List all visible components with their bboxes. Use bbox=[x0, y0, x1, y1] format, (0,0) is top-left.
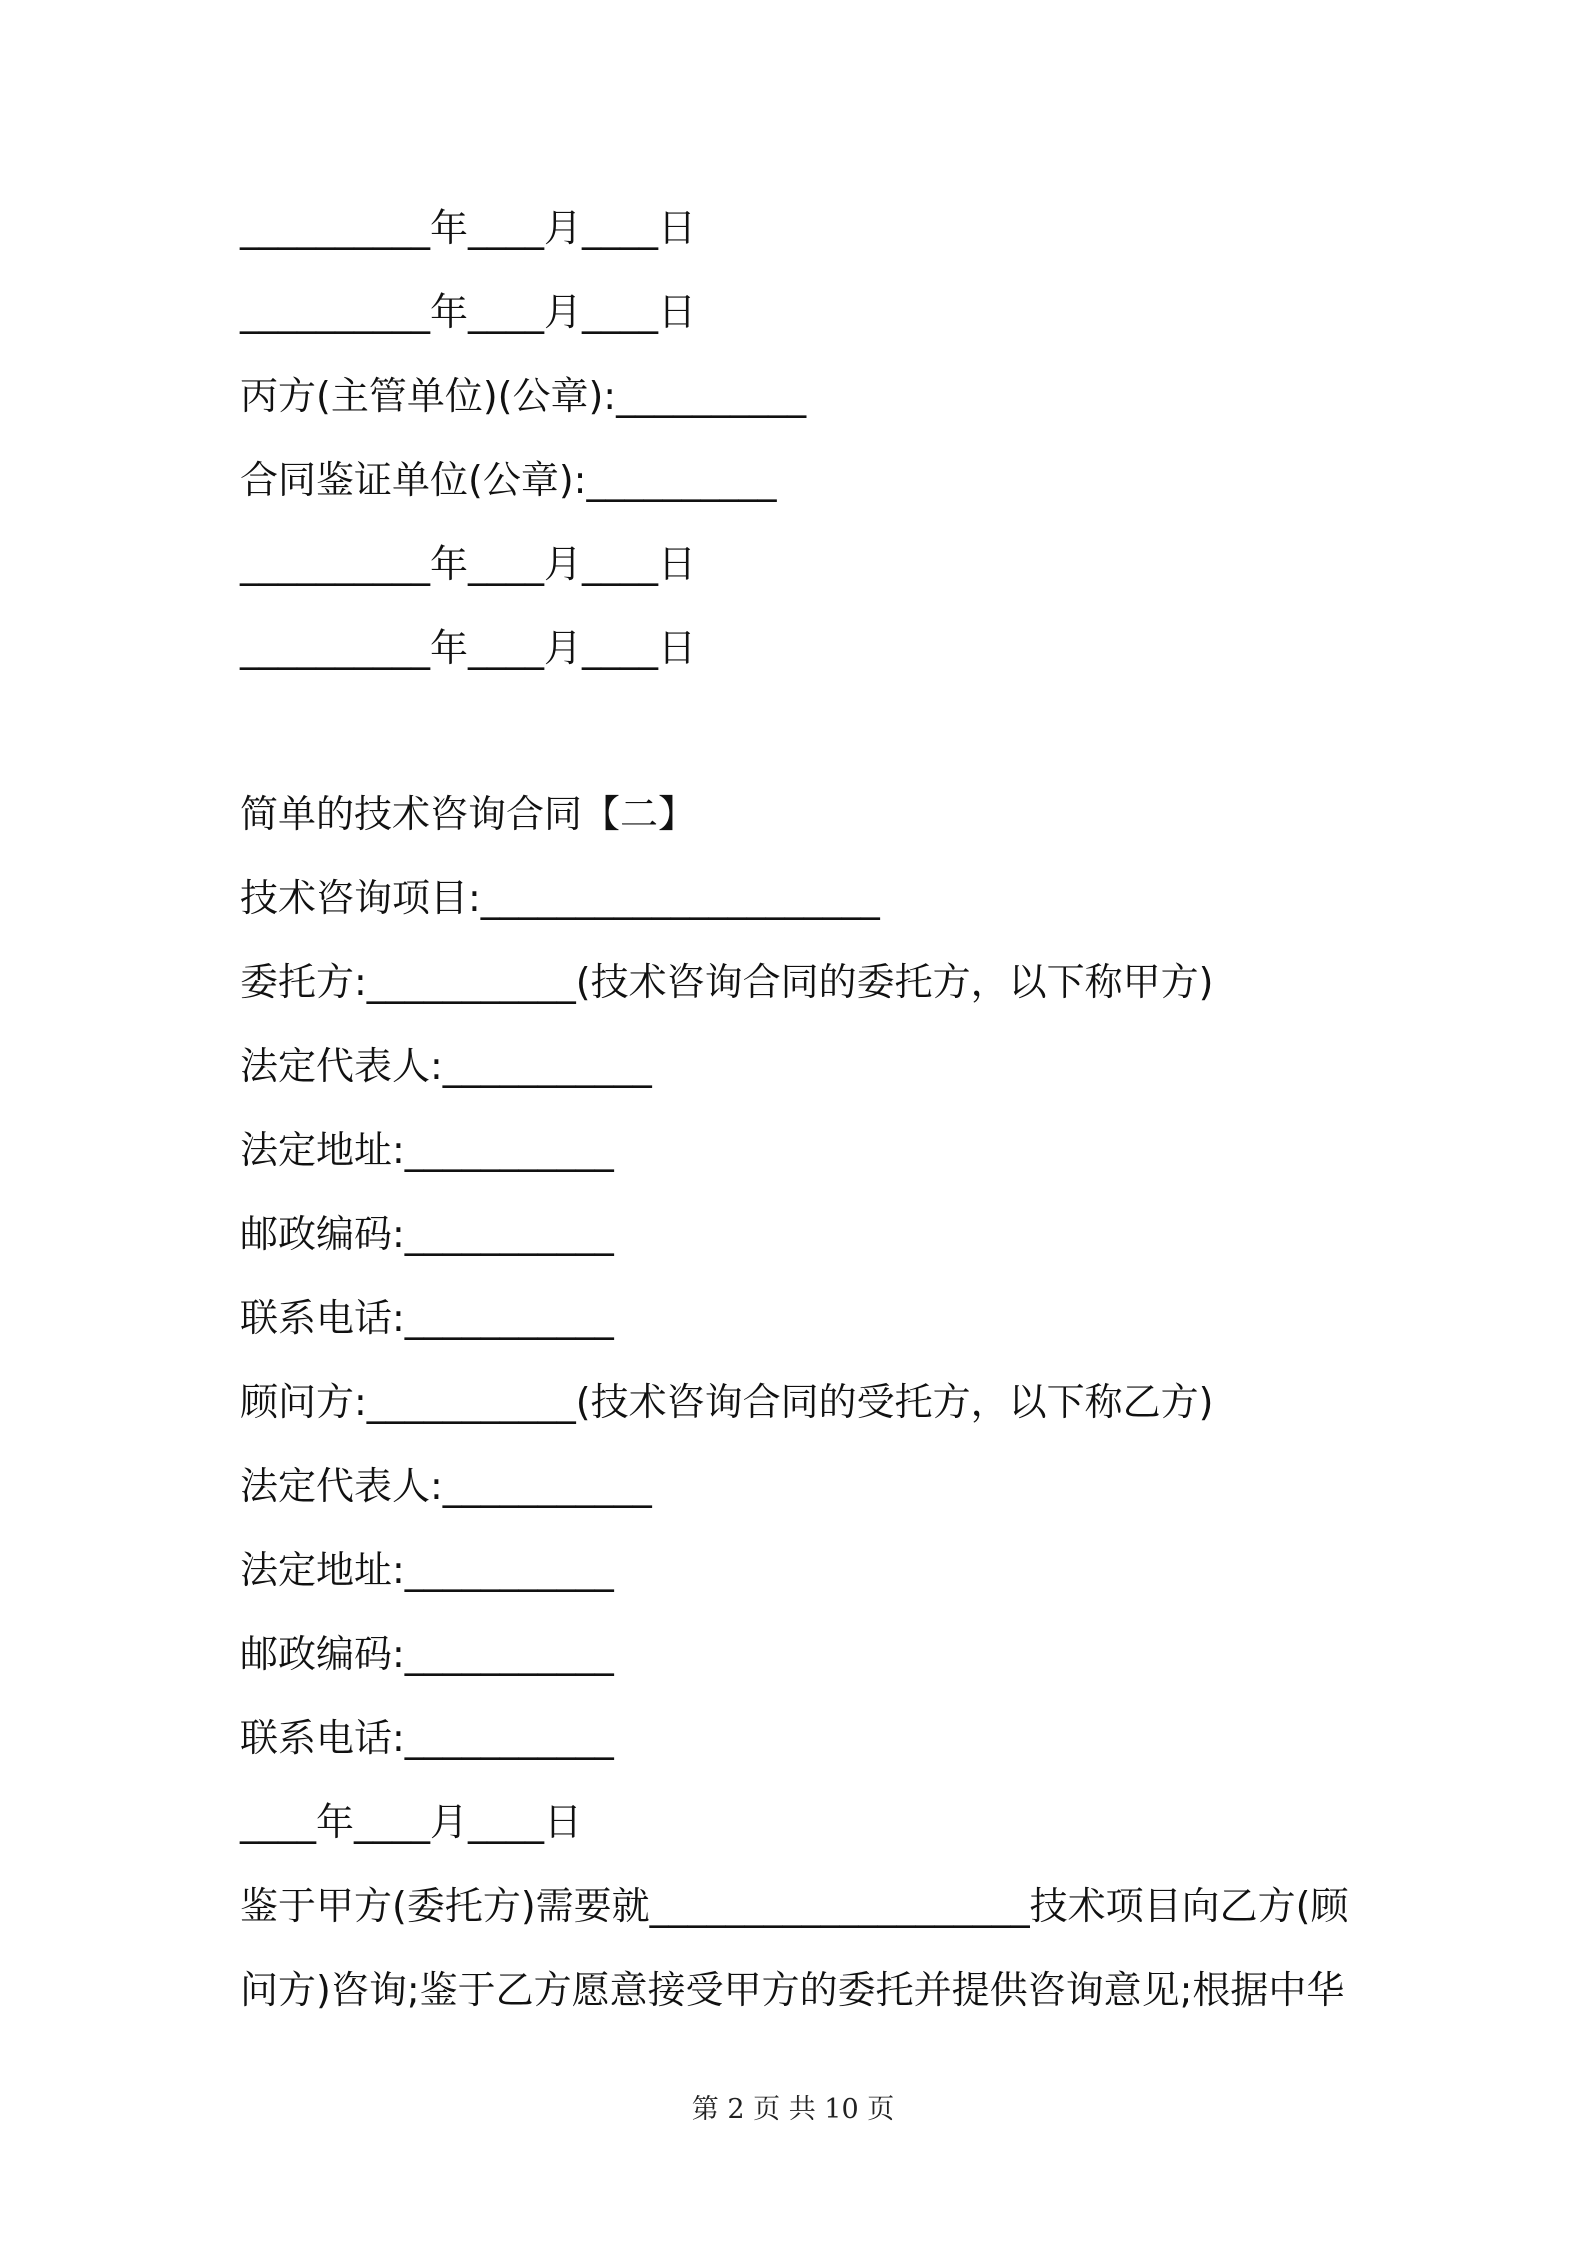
legal-rep-line: 法定代表人:___________ bbox=[240, 1464, 652, 1508]
verification-unit-line: 合同鉴证单位(公章):__________ bbox=[240, 458, 777, 502]
client-line: 委托方:___________(技术咨询合同的委托方，以下称甲方) bbox=[240, 960, 1214, 1004]
legal-address-line: 法定地址:___________ bbox=[240, 1548, 614, 1592]
date-line: __________年____月____日 bbox=[240, 290, 697, 334]
date-line: __________年____月____日 bbox=[240, 206, 697, 250]
page-footer: 第 2 页 共 10 页 bbox=[691, 2094, 895, 2125]
phone-line: 联系电话:___________ bbox=[240, 1296, 614, 1340]
body-paragraph-line: 问方)咨询;鉴于乙方愿意接受甲方的委托并提供咨询意见;根据中华 bbox=[240, 1968, 1345, 2012]
postal-code-line: 邮政编码:___________ bbox=[240, 1212, 614, 1256]
date-line: __________年____月____日 bbox=[240, 542, 697, 586]
phone-line: 联系电话:___________ bbox=[240, 1716, 614, 1760]
legal-rep-line: 法定代表人:___________ bbox=[240, 1044, 652, 1088]
postal-code-line: 邮政编码:___________ bbox=[240, 1632, 614, 1676]
party-c-seal-line: 丙方(主管单位)(公章):__________ bbox=[240, 374, 807, 418]
consultant-line: 顾问方:___________(技术咨询合同的受托方，以下称乙方) bbox=[240, 1380, 1214, 1424]
section-title: 简单的技术咨询合同【二】 bbox=[240, 792, 697, 836]
date-line: __________年____月____日 bbox=[240, 626, 697, 670]
date-line: ____年____月____日 bbox=[240, 1800, 583, 1844]
project-line: 技术咨询项目:_____________________ bbox=[240, 876, 880, 920]
legal-address-line: 法定地址:___________ bbox=[240, 1128, 614, 1172]
body-paragraph-line: 鉴于甲方(委托方)需要就____________________技术项目向乙方(顾 bbox=[240, 1884, 1349, 1928]
